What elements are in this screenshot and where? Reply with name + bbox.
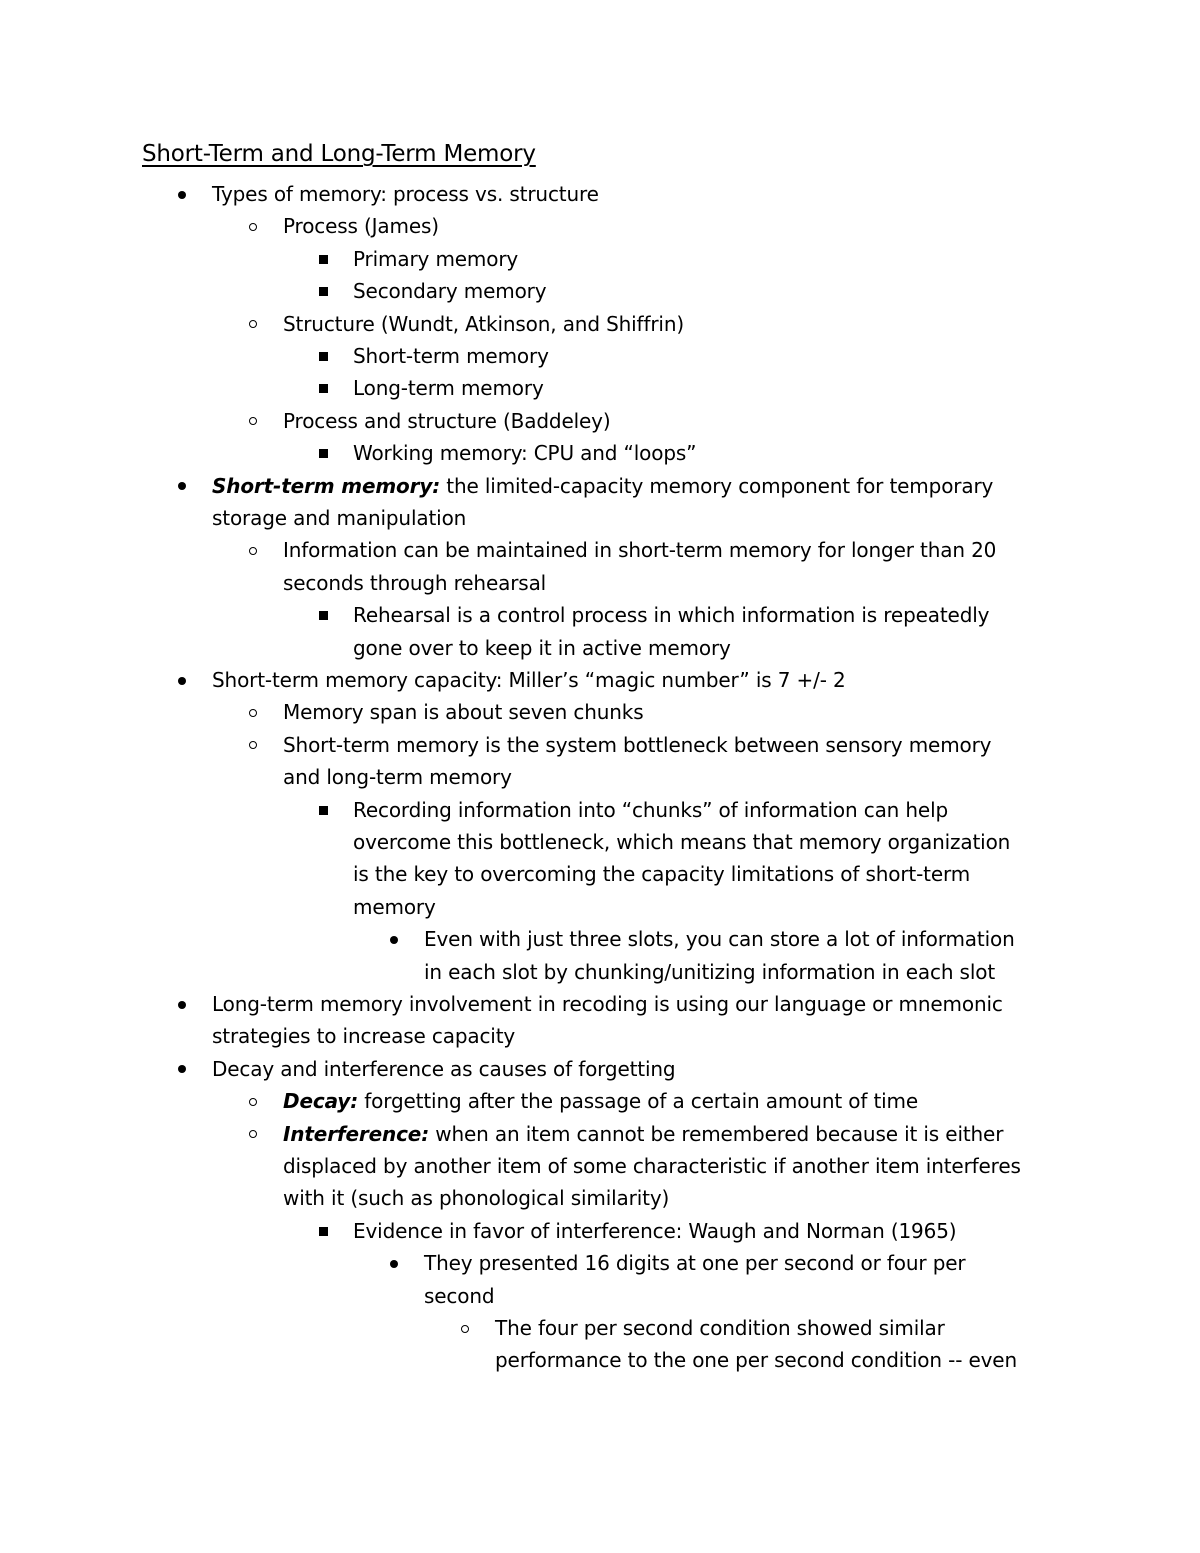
bullet-disc-icon	[178, 191, 186, 199]
list-item-text: Even with just three slots, you can store a lot of information	[424, 927, 1015, 952]
list-item	[424, 956, 995, 988]
bullet-square-icon	[319, 611, 328, 620]
list-item	[283, 405, 611, 437]
bullet-circle-icon	[249, 223, 257, 231]
term-label: Interference:	[283, 1121, 430, 1146]
bullet-circle-icon	[249, 1130, 257, 1138]
list-item-text: seconds through rehearsal	[283, 570, 547, 595]
list-item	[353, 858, 970, 890]
list-item	[212, 664, 846, 696]
bullet-disc-icon	[390, 1260, 398, 1268]
list-item-text: Long-term memory	[353, 376, 544, 401]
list-item-text: displaced by another item of some characteristic if another item interferes	[283, 1154, 1021, 1178]
list-item-text: Recording information into “chunks” of information can help	[353, 797, 949, 822]
term-label: Decay:	[283, 1089, 359, 1114]
list-item-text: when an item cannot be remembered because it is either	[429, 1121, 1004, 1146]
list-item-text: Decay and interference as causes of forgetting	[212, 1056, 676, 1081]
list-item-text: and long-term memory	[283, 765, 512, 790]
list-item	[212, 988, 1003, 1020]
list-item	[212, 1053, 675, 1085]
bullet-circle-icon	[461, 1325, 469, 1333]
bullet-disc-icon	[178, 1001, 186, 1009]
bullet-disc-icon	[178, 1065, 186, 1073]
list-item-text: Rehearsal is a control process in which information is repeatedly	[353, 603, 990, 628]
bullet-circle-icon	[249, 741, 257, 749]
list-item-text: memory	[353, 894, 436, 919]
bullet-square-icon	[319, 255, 328, 264]
list-item	[353, 437, 696, 469]
list-item	[283, 567, 546, 599]
list-item	[212, 178, 599, 210]
list-item	[283, 729, 991, 761]
list-item	[495, 1344, 1017, 1376]
term-label: Short-term memory:	[212, 473, 441, 498]
list-item	[424, 1247, 965, 1279]
list-item-text: The four per second condition showed similar	[495, 1316, 945, 1340]
page-title: Short-Term and Long-Term Memory	[142, 141, 536, 167]
list-item	[424, 923, 1015, 955]
list-item	[212, 470, 993, 502]
list-item	[353, 891, 436, 923]
list-item	[283, 1085, 918, 1117]
list-item-text: second	[424, 1283, 495, 1308]
list-item	[353, 340, 549, 372]
list-item	[283, 1182, 669, 1214]
list-item	[212, 502, 466, 534]
list-item	[283, 696, 643, 728]
bullet-square-icon	[319, 287, 328, 296]
list-item-text: Structure (Wundt, Atkinson, and Shiffrin)	[283, 311, 684, 336]
bullet-square-icon	[319, 352, 328, 361]
list-item-text: Short-term memory capacity: Miller’s “magic number” is 7 +/- 2	[212, 668, 846, 692]
list-item	[212, 1020, 515, 1052]
list-item-text: Information can be maintained in short-term memory for longer than 20	[283, 538, 997, 563]
list-item-text: Process and structure (Baddeley)	[283, 408, 611, 433]
list-item-text: Working memory: CPU and “loops”	[353, 441, 697, 466]
bullet-circle-icon	[249, 1098, 257, 1106]
list-item	[424, 1280, 494, 1312]
list-item	[353, 1215, 956, 1247]
list-item-text: in each slot by chunking/unitizing information in each slot	[424, 959, 996, 984]
list-item	[283, 534, 996, 566]
list-item-text: gone over to keep it in active memory	[353, 635, 731, 660]
list-item	[353, 275, 546, 307]
list-item	[283, 1118, 1003, 1150]
bullet-disc-icon	[178, 677, 186, 685]
list-item-text: Short-term memory	[353, 344, 549, 368]
list-item-text: performance to the one per second condition -- even	[495, 1348, 1017, 1373]
list-item	[283, 1150, 1021, 1182]
list-item	[283, 210, 439, 242]
list-item	[283, 761, 512, 793]
bullet-square-icon	[319, 449, 328, 458]
list-item-text: Types of memory: process vs. structure	[212, 182, 599, 206]
list-item-text: forgetting after the passage of a certain amount of time	[358, 1089, 919, 1114]
list-item-text: Long-term memory involvement in recoding is using our language or mnemonic	[212, 992, 1003, 1016]
list-item-text: They presented 16 digits at one per second or four per	[424, 1251, 966, 1276]
list-item-text: Memory span is about seven chunks	[283, 700, 644, 725]
list-item	[353, 599, 989, 631]
list-item-text: strategies to increase capacity	[212, 1024, 516, 1049]
list-item-text: storage and manipulation	[212, 506, 467, 530]
list-item-text: with it (such as phonological similarity)	[283, 1186, 670, 1211]
bullet-circle-icon	[249, 417, 257, 425]
list-item	[353, 826, 1010, 858]
bullet-disc-icon	[390, 936, 398, 944]
list-item	[353, 794, 948, 826]
bullet-square-icon	[319, 806, 328, 815]
list-item-text: Primary memory	[353, 246, 519, 271]
bullet-circle-icon	[249, 320, 257, 328]
bullet-circle-icon	[249, 547, 257, 555]
list-item-text: Evidence in favor of interference: Waugh and Norman (1965)	[353, 1218, 957, 1243]
list-item	[353, 372, 544, 404]
bullet-disc-icon	[178, 482, 186, 490]
list-item-text: the limited-capacity memory component for temporary	[440, 473, 994, 498]
list-item	[283, 308, 684, 340]
list-item-text: is the key to overcoming the capacity limitations of short-term	[353, 862, 971, 887]
list-item	[495, 1312, 945, 1344]
list-item-text: Short-term memory is the system bottleneck between sensory memory	[283, 732, 992, 757]
list-item-text: Secondary memory	[353, 279, 547, 304]
bullet-circle-icon	[249, 709, 257, 717]
list-item-text: Process (James)	[283, 214, 439, 239]
list-item	[353, 243, 518, 275]
list-item-text: overcome this bottleneck, which means that memory organization	[353, 830, 1011, 854]
list-item	[353, 632, 731, 664]
bullet-square-icon	[319, 1227, 328, 1236]
bullet-square-icon	[319, 384, 328, 393]
